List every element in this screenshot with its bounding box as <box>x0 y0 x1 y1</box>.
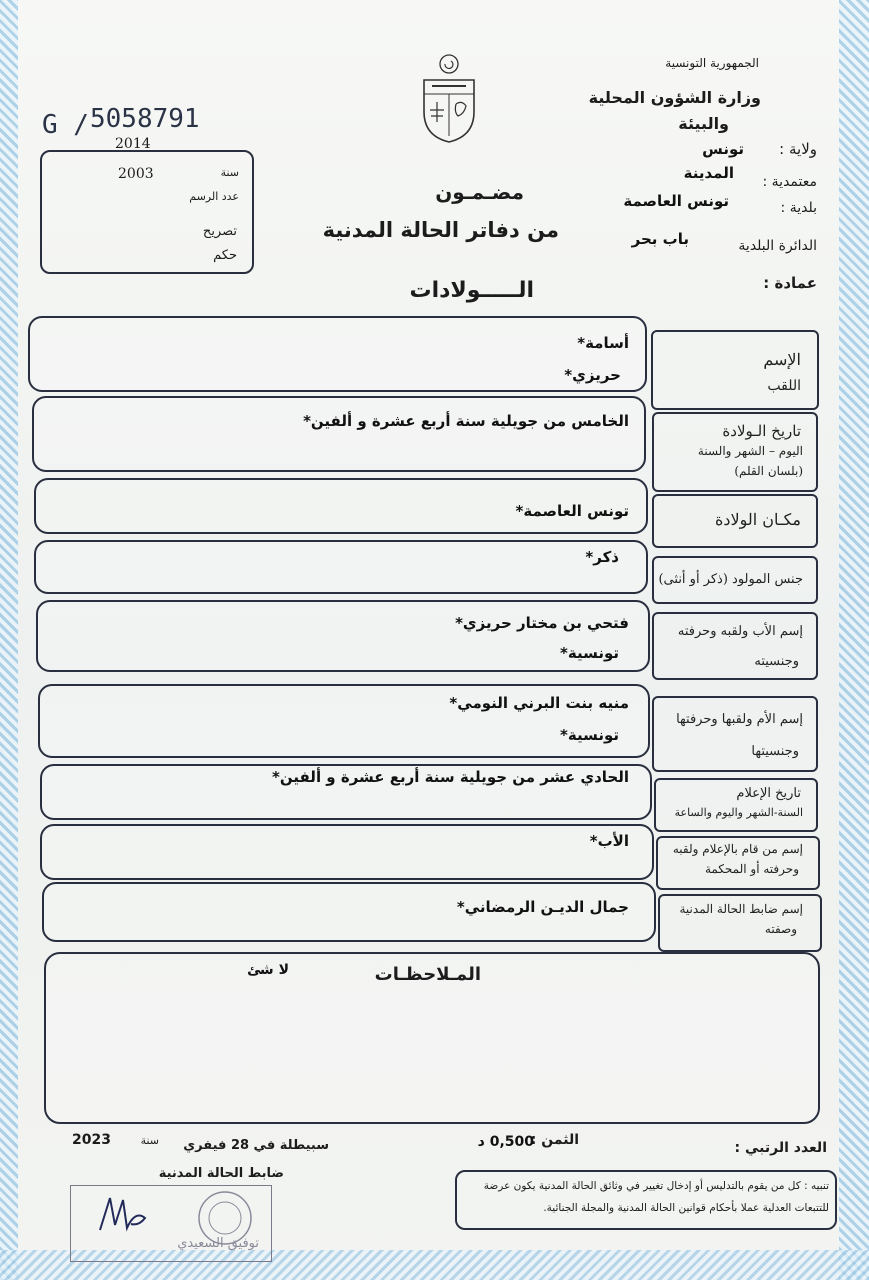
field-value-box-declarant <box>40 824 654 880</box>
mutamadiya-value: المدينة <box>683 164 734 182</box>
label-declarant-profession: وحرفته أو المحكمة <box>704 862 799 876</box>
value-surname: حريزي* <box>564 366 621 384</box>
legal-notice-line1: تنبيه : كل من يقوم بالتدليس أو إدخال تغيير في وثائق الحالة المدنية يكون عرضة <box>483 1180 829 1192</box>
judgment-label: حكم <box>213 248 237 263</box>
tunisia-coat-of-arms-emblem <box>418 52 480 144</box>
field-value-box-name <box>28 316 647 392</box>
title-line1: مضـمـون <box>435 180 524 204</box>
label-officer-title: وصفته <box>764 922 797 936</box>
serial-prefix: G / <box>42 110 89 140</box>
place-date: سبيطلة في 28 فيفري <box>183 1138 329 1153</box>
footer-year-value: 2023 <box>72 1132 111 1148</box>
field-label-box-name <box>651 330 819 410</box>
officer-title-label: ضابط الحالة المدنية <box>158 1166 284 1181</box>
label-mother: إسم الأم ولقبها وحرفتها <box>676 712 803 727</box>
year-label: سنة <box>220 166 239 179</box>
value-birth-date: الخامس من جويلية سنة أربع عشرة و ألفين* <box>303 412 629 430</box>
label-declarant: إسم من قام بالإعلام ولقبه <box>672 842 803 856</box>
registration-number-label: عدد الرسم <box>189 190 239 203</box>
remarks-value: لا شئ <box>247 962 289 978</box>
imada-label: عمادة : <box>763 274 817 292</box>
serial-number: 5058791 <box>90 104 200 134</box>
value-mother-nationality: تونسية* <box>560 726 619 744</box>
value-declaration-date: الحادي عشر من جويلية سنة أربع عشرة و ألفين* <box>272 768 629 786</box>
label-first-name: الإسم <box>763 350 801 369</box>
label-birth-date: تاريخ الـولادة <box>722 422 801 440</box>
label-declaration-date: تاريخ الإعلام <box>736 786 801 801</box>
register-year-handwritten: 2014 <box>115 136 151 152</box>
register-number-handwritten: 2003 <box>118 166 154 182</box>
guilloche-border-right <box>839 0 869 1280</box>
signature-name: توفيق السعيدي <box>177 1236 259 1251</box>
value-sex: ذكر* <box>585 548 619 566</box>
guilloche-border-left <box>0 0 18 1280</box>
republic-text: الجمهورية التونسية <box>665 56 759 70</box>
declaration-label: تصريح <box>202 224 237 239</box>
label-birth-date-format: اليوم – الشهر والسنة <box>697 444 803 458</box>
ministry-line1: وزارة الشؤون المحلية <box>588 88 761 107</box>
label-surname: اللقب <box>767 378 801 394</box>
value-first-name: أسامة* <box>577 334 629 352</box>
value-father-nationality: تونسية* <box>560 644 619 662</box>
ministry-line2: والبيئة <box>678 114 729 133</box>
label-declaration-date-format: السنة-الشهر واليوم والساعة <box>674 806 803 819</box>
wilaya-value: تونس <box>702 140 744 158</box>
label-father-nationality: وجنسيته <box>754 654 799 669</box>
section-title: الـــــولادات <box>409 278 534 303</box>
label-officer: إسم ضابط الحالة المدنية <box>679 902 803 916</box>
label-father: إسم الأب ولقبه وحرفته <box>677 624 803 639</box>
value-mother-name: منيه بنت البرني النومي* <box>449 694 629 712</box>
serial-number-label: العدد الرتبي : <box>734 1140 827 1156</box>
value-officer: جمال الديـن الرمضاني* <box>456 898 629 916</box>
daira-value: باب بحر <box>631 230 689 248</box>
field-value-box-father <box>36 600 650 672</box>
label-mother-nationality: وجنسيتها <box>751 744 799 759</box>
remarks-title: المـلاحظـات <box>374 964 481 985</box>
field-label-box-mother <box>652 696 818 772</box>
value-declarant: الأب* <box>589 832 629 850</box>
price-value: 0,500 د <box>477 1134 534 1150</box>
legal-notice-box <box>455 1170 837 1230</box>
baladiya-value: تونس العاصمة <box>623 192 729 210</box>
footer-year-label: سنة <box>140 1134 159 1147</box>
label-birth-date-note: (بلسان القلم) <box>734 464 803 478</box>
field-label-box-father <box>652 612 818 680</box>
mutamadiya-label: معتمدية : <box>762 174 817 190</box>
wilaya-label: ولاية : <box>779 140 817 158</box>
handwritten-signature <box>95 1190 155 1240</box>
field-value-box-sex <box>34 540 648 594</box>
legal-notice-line2: للتتبعات العدلية عملا بأحكام قوانين الحالة المدنية والمجلة الجنائية. <box>543 1202 829 1214</box>
field-value-box-birth-date <box>32 396 646 472</box>
label-sex: جنس المولود (ذكر أو أنثى) <box>658 572 803 587</box>
label-birth-place: مكـان الولادة <box>714 510 801 529</box>
value-birth-place: تونس العاصمة* <box>515 502 629 520</box>
price-label: الثمن : <box>530 1132 579 1148</box>
daira-label: الدائرة البلدية <box>738 238 817 254</box>
title-line2: من دفاتر الحالة المدنية <box>322 218 559 242</box>
value-father-name: فتحي بن مختار حريزي* <box>455 614 629 632</box>
baladiya-label: بلدية : <box>780 200 817 216</box>
